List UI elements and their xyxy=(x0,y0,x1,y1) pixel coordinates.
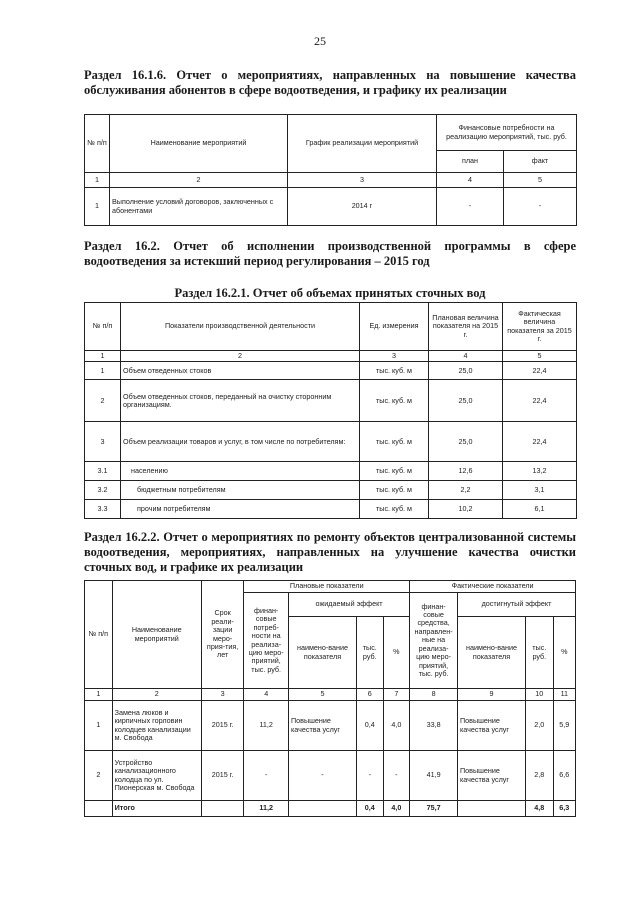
col-header-plan: план xyxy=(437,151,504,173)
col-number: 8 xyxy=(410,689,458,701)
col-header-num: № п/п xyxy=(85,581,113,689)
total-expected-indicator xyxy=(289,801,357,817)
row-term: 2015 г. xyxy=(201,701,244,751)
total-achieved-pct: 6,3 xyxy=(553,801,575,817)
row-num: 3.2 xyxy=(85,481,121,500)
row-unit: тыс. куб. м xyxy=(360,462,429,481)
col-number: 1 xyxy=(85,173,110,188)
row-achieved-thous: 2,0 xyxy=(525,701,553,751)
table-row xyxy=(85,188,577,226)
col-number: 5 xyxy=(504,173,577,188)
col-header-fact: факт xyxy=(504,151,577,173)
row-fact-finance: 33,8 xyxy=(410,701,458,751)
col-header-plan-finance: финан-совые потреб-ности на реализа-цию меро-приятий, тыс. руб. xyxy=(244,593,289,689)
total-expected-thous: 0,4 xyxy=(357,801,384,817)
row-indicator: Объем отведенных стоков, переданный на очистку сторонним организациям. xyxy=(121,380,360,422)
table-row xyxy=(85,462,577,481)
row-expected-pct: 4,0 xyxy=(383,701,410,751)
repair-events-table xyxy=(84,580,576,817)
row-unit: тыс. куб. м xyxy=(360,362,429,380)
col-number: 9 xyxy=(457,689,525,701)
total-plan-finance: 11,2 xyxy=(244,801,289,817)
row-achieved-pct: 6,6 xyxy=(553,751,575,801)
row-fact-finance: 41,9 xyxy=(410,751,458,801)
col-number: 6 xyxy=(357,689,384,701)
col-number: 5 xyxy=(289,689,357,701)
row-name: Выполнение условий договоров, заключенных с абонентами xyxy=(110,188,288,226)
row-unit: тыс. куб. м xyxy=(360,500,429,519)
total-expected-pct: 4,0 xyxy=(383,801,410,817)
col-header-term: Срок реали-зации меро-прия-тия, лет xyxy=(201,581,244,689)
col-number: 2 xyxy=(112,689,201,701)
section-16-2-2-title: Раздел 16.2.2. Отчет о мероприятиях по ремонту объектов централизованной системы водоотведения, мероприятиях, направленных на улучшение качества очистки сточных вод, и графике их реализации xyxy=(84,530,576,574)
total-term xyxy=(201,801,244,817)
row-plan: 2,2 xyxy=(429,481,503,500)
row-plan: 10,2 xyxy=(429,500,503,519)
col-header-thous-rub: тыс. руб. xyxy=(525,617,553,689)
row-num xyxy=(85,801,113,817)
col-number: 5 xyxy=(503,351,577,362)
table-row xyxy=(85,380,577,422)
col-number: 4 xyxy=(244,689,289,701)
row-plan: 12,6 xyxy=(429,462,503,481)
row-achieved-indicator: Повышение качества услуг xyxy=(457,751,525,801)
col-number: 1 xyxy=(85,689,113,701)
row-expected-indicator: - xyxy=(289,751,357,801)
section-16-2-title: Раздел 16.2. Отчет об исполнении производственной программы в сфере водоотведения за истекший период регулирования – 2015 год xyxy=(84,239,576,268)
col-header-thous-rub: тыс. руб. xyxy=(357,617,384,689)
col-header-unit: Ед. измерения xyxy=(360,303,429,351)
col-header-name: Наименование мероприятий xyxy=(112,581,201,689)
col-number: 3 xyxy=(288,173,437,188)
row-indicator: прочим потребителям xyxy=(121,500,360,519)
row-fact: 6,1 xyxy=(503,500,577,519)
row-num: 3.1 xyxy=(85,462,121,481)
row-term: 2015 г. xyxy=(201,751,244,801)
total-achieved-indicator xyxy=(457,801,525,817)
row-fact: 22,4 xyxy=(503,380,577,422)
row-num: 3.3 xyxy=(85,500,121,519)
col-header-num: № п/п xyxy=(85,303,121,351)
events-quality-table xyxy=(84,114,577,226)
col-header-schedule: График реализации мероприятий xyxy=(288,115,437,173)
row-expected-indicator: Повышение качества услуг xyxy=(289,701,357,751)
col-number: 7 xyxy=(383,689,410,701)
row-fact: 22,4 xyxy=(503,422,577,462)
col-header-plan: Плановая величина показателя на 2015 г. xyxy=(429,303,503,351)
row-achieved-thous: 2,8 xyxy=(525,751,553,801)
table-row xyxy=(85,500,577,519)
row-name: Замена люков и кирпичных горловин колодцев канализации м. Свобода xyxy=(112,701,201,751)
col-header-actual: Фактические показатели xyxy=(410,581,576,593)
col-header-expected-effect: ожидаемый эффект xyxy=(289,593,410,617)
row-num: 2 xyxy=(85,751,113,801)
row-plan: - xyxy=(437,188,504,226)
col-header-fact: Фактическая величина показателя за 2015 г. xyxy=(503,303,577,351)
row-plan-finance: - xyxy=(244,751,289,801)
row-fact: 3,1 xyxy=(503,481,577,500)
row-achieved-indicator: Повышение качества услуг xyxy=(457,701,525,751)
col-header-finance: Финансовые потребности на реализацию мероприятий, тыс. руб. xyxy=(437,115,577,151)
section-16-1-6-title: Раздел 16.1.6. Отчет о мероприятиях, направленных на повышение качества обслуживания абонентов в сфере водоотведения, и графику их реализации xyxy=(84,68,576,97)
row-achieved-pct: 5,9 xyxy=(553,701,575,751)
row-unit: тыс. куб. м xyxy=(360,481,429,500)
total-fact-finance: 75,7 xyxy=(410,801,458,817)
row-num: 2 xyxy=(85,380,121,422)
row-fact: 13,2 xyxy=(503,462,577,481)
col-number: 4 xyxy=(429,351,503,362)
row-expected-thous: - xyxy=(357,751,384,801)
row-schedule: 2014 г xyxy=(288,188,437,226)
row-num: 1 xyxy=(85,188,110,226)
total-achieved-thous: 4,8 xyxy=(525,801,553,817)
table-row xyxy=(85,751,576,801)
page-number: 25 xyxy=(314,34,326,48)
col-header-achieved-effect: достигнутый эффект xyxy=(457,593,575,617)
table-row-total xyxy=(85,801,576,817)
col-number: 2 xyxy=(121,351,360,362)
row-fact: 22,4 xyxy=(503,362,577,380)
col-number: 3 xyxy=(360,351,429,362)
col-header-percent: % xyxy=(553,617,575,689)
row-expected-pct: - xyxy=(383,751,410,801)
col-number: 10 xyxy=(525,689,553,701)
table-row xyxy=(85,362,577,380)
row-plan: 25,0 xyxy=(429,422,503,462)
col-header-num: № п/п xyxy=(85,115,110,173)
row-fact: - xyxy=(504,188,577,226)
col-header-fact-finance: финан-совые средства, направлен-ные на реализа-цию меро-приятий, тыс. руб. xyxy=(410,593,458,689)
col-header-indicator-name: наимено-вание показателя xyxy=(457,617,525,689)
col-header-name: Наименование мероприятий xyxy=(110,115,288,173)
col-header-indicator-name: наимено-вание показателя xyxy=(289,617,357,689)
section-16-2-1-title: Раздел 16.2.1. Отчет об объемах принятых сточных вод xyxy=(174,286,486,300)
col-number: 4 xyxy=(437,173,504,188)
row-plan: 25,0 xyxy=(429,362,503,380)
row-unit: тыс. куб. м xyxy=(360,380,429,422)
row-indicator: бюджетным потребителям xyxy=(121,481,360,500)
col-header-percent: % xyxy=(383,617,410,689)
row-plan-finance: 11,2 xyxy=(244,701,289,751)
table-row xyxy=(85,422,577,462)
row-indicator: населению xyxy=(121,462,360,481)
row-num: 3 xyxy=(85,422,121,462)
col-number: 1 xyxy=(85,351,121,362)
row-indicator: Объем отведенных стоков xyxy=(121,362,360,380)
row-indicator: Объем реализации товаров и услуг, в том числе по потребителям: xyxy=(121,422,360,462)
row-plan: 25,0 xyxy=(429,380,503,422)
row-num: 1 xyxy=(85,362,121,380)
wastewater-volumes-table xyxy=(84,302,577,519)
total-label: Итого xyxy=(112,801,201,817)
col-header-indicator: Показатели производственной деятельности xyxy=(121,303,360,351)
col-number: 11 xyxy=(553,689,575,701)
table-row xyxy=(85,481,577,500)
col-number: 2 xyxy=(110,173,288,188)
row-name: Устройство канализационного колодца по ул. Пионерская м. Свобода xyxy=(112,751,201,801)
row-unit: тыс. куб. м xyxy=(360,422,429,462)
col-number: 3 xyxy=(201,689,244,701)
table-row xyxy=(85,701,576,751)
col-header-planned: Плановые показатели xyxy=(244,581,410,593)
row-num: 1 xyxy=(85,701,113,751)
row-expected-thous: 0,4 xyxy=(357,701,384,751)
